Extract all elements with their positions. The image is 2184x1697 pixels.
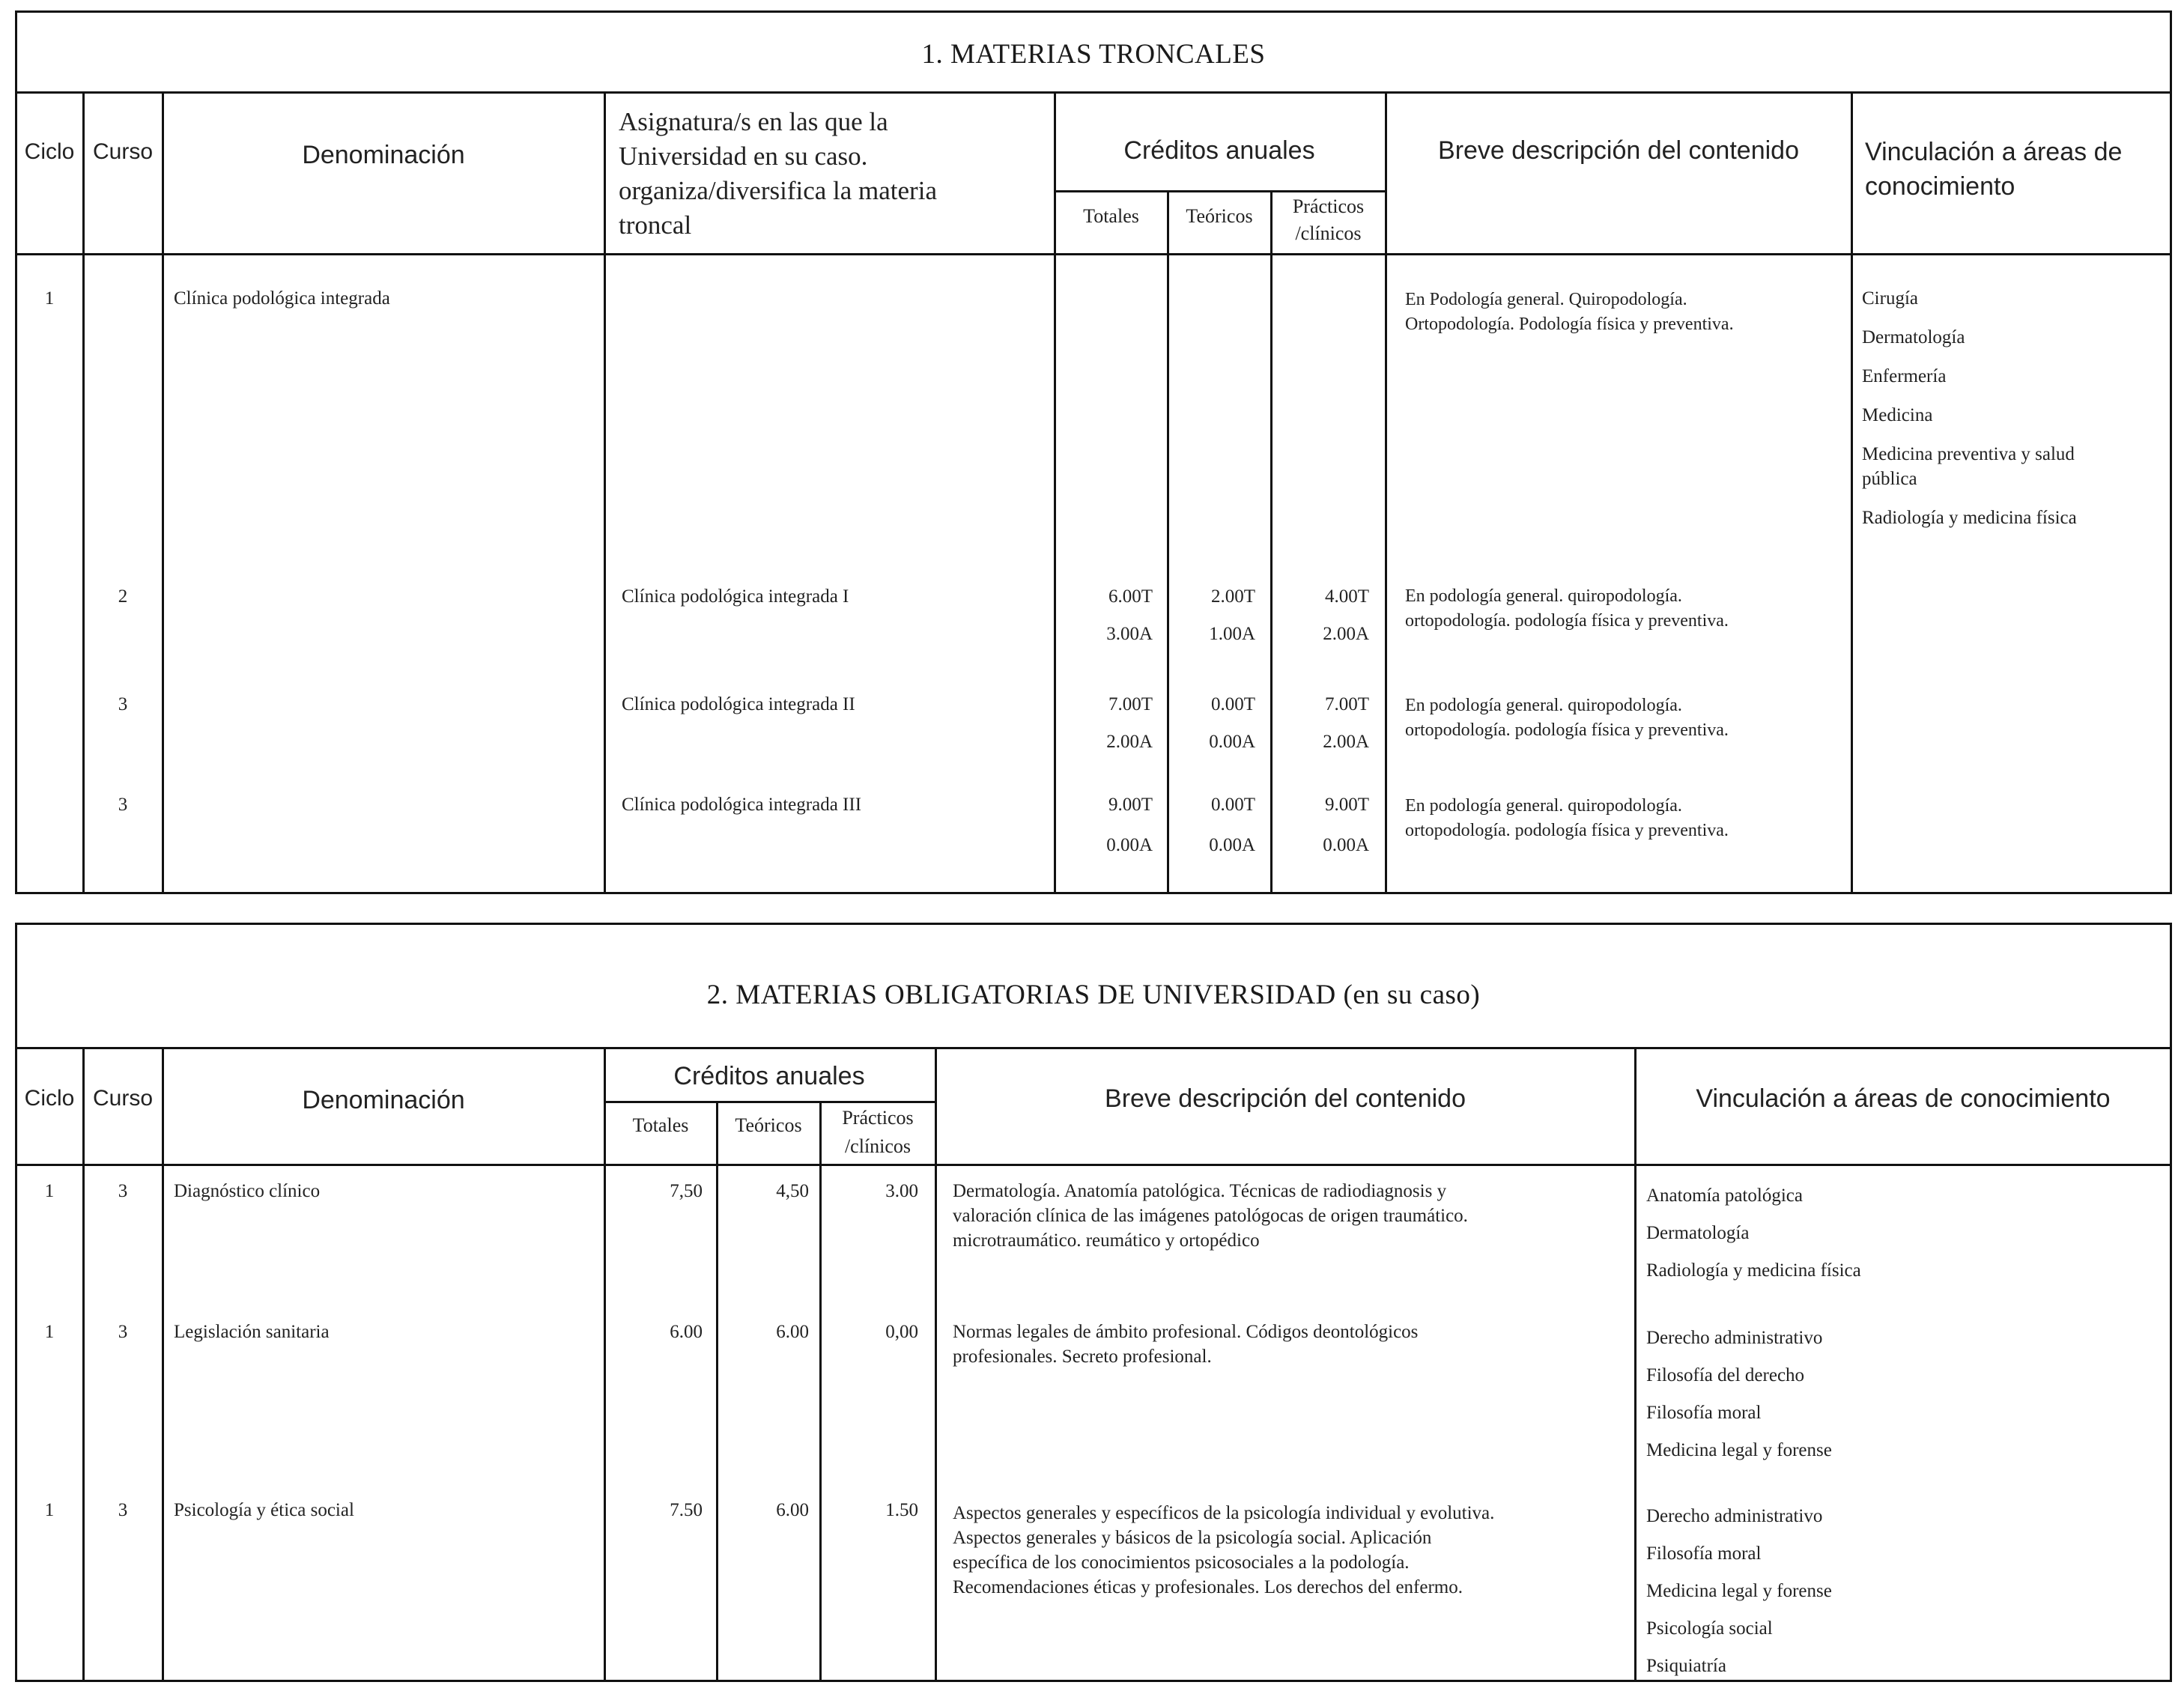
cell-teoricos: 2.00T [1210, 586, 1255, 607]
cell-asignatura: Clínica podológica integrada III [622, 795, 862, 815]
header-curso: Curso [92, 139, 154, 164]
list-item: Filosofía del derecho [1646, 1365, 1805, 1385]
cell-totales: 7.00T [1108, 694, 1153, 714]
cell-descripcion: En Podología general. Quiropodología. Ortopodología. Podología física y preventiva. [1405, 290, 1734, 334]
cell-totales: 7,50 [670, 1181, 703, 1201]
header-curso: Curso [92, 1086, 154, 1111]
cell-practicos: 2.00A [1323, 624, 1369, 644]
cell-teoricos: 0.00A [1209, 835, 1255, 855]
list-item: Dermatología [1646, 1223, 1750, 1243]
cell-ciclo: 1 [44, 1181, 55, 1201]
divider [15, 91, 2172, 94]
cell-totales: 3.00A [1106, 624, 1153, 644]
cell-totales: 7.50 [670, 1500, 703, 1520]
cell-descripcion: En podología general. quiropodología. ortopodología. podología física y preventiva. [1405, 586, 1729, 631]
header-asignatura: Asignatura/s en las que la Universidad en su caso. organiza/diversifica la materia troncal [619, 107, 937, 240]
cell-teoricos: 4,50 [776, 1181, 809, 1201]
cell-practicos: 2.00A [1323, 732, 1369, 752]
header-teoricos: Teóricos [1186, 205, 1253, 227]
list-item: Radiología y medicina física [1646, 1260, 1861, 1281]
cell-asignatura: Clínica podológica integrada I [622, 586, 849, 607]
areas-list [1646, 1320, 1832, 1469]
list-item: Dermatología [1862, 327, 1965, 347]
cell-curso: 3 [118, 1181, 128, 1201]
header-breve-descripcion: Breve descripción del contenido [1105, 1084, 1466, 1113]
divider [15, 1047, 2172, 1049]
list-item: Anatomía patológica [1646, 1186, 1803, 1206]
cell-practicos: 0.00A [1323, 835, 1369, 855]
header-creditos-anuales: Créditos anuales [673, 1062, 865, 1090]
cell-curso: 3 [118, 1322, 128, 1342]
cell-curso: 2 [118, 586, 128, 607]
cell-practicos: 1.50 [885, 1500, 918, 1520]
divider [82, 1047, 85, 1682]
cell-practicos: 9.00T [1324, 795, 1369, 815]
section-title: 2. MATERIAS OBLIGATORIAS DE UNIVERSIDAD (en su caso) [706, 980, 1481, 1010]
cell-descripcion: En podología general. quiropodología. ortopodología. podología física y preventiva. [1405, 696, 1729, 740]
divider [604, 1047, 606, 1682]
cell-practicos: 0,00 [885, 1322, 918, 1342]
divider [15, 253, 2172, 255]
header-practicos: Prácticos /clínicos [1292, 195, 1365, 244]
cell-ciclo: 1 [44, 1322, 55, 1342]
cell-totales: 2.00A [1106, 732, 1153, 752]
cell-teoricos: 6.00 [776, 1322, 809, 1342]
list-item: pública [1862, 469, 1917, 489]
cell-curso: 3 [118, 1500, 128, 1520]
cell-practicos: 4.00T [1324, 586, 1369, 607]
header-totales: Totales [632, 1114, 689, 1136]
list-item: Cirugía [1862, 288, 1918, 309]
header-vinculacion: Vinculación a áreas de conocimiento [1696, 1084, 2111, 1113]
list-item: Filosofía moral [1646, 1543, 1762, 1564]
header-ciclo: Ciclo [24, 1086, 75, 1111]
areas-list [1646, 1498, 1832, 1685]
divider [1054, 190, 1385, 192]
list-item: Derecho administrativo [1646, 1328, 1823, 1348]
cell-teoricos: 6.00 [776, 1500, 809, 1520]
header-vinculacion: Vinculación a áreas de conocimiento [1865, 138, 2123, 201]
list-item: Psiquiatría [1646, 1656, 1726, 1676]
cell-descripcion: En podología general. quiropodología. ortopodología. podología física y preventiva. [1405, 796, 1729, 840]
divider [162, 1047, 164, 1682]
header-practicos: Prácticos /clínicos [842, 1107, 914, 1157]
list-item: Radiología y medicina física [1862, 508, 2077, 528]
list-item: Medicina preventiva y salud [1862, 444, 2075, 464]
cell-denominacion: Diagnóstico clínico [174, 1181, 321, 1201]
cell-totales: 6.00T [1108, 586, 1153, 607]
cell-teoricos: 0.00A [1209, 732, 1255, 752]
cell-curso: 3 [118, 795, 128, 815]
cell-totales: 6.00 [670, 1322, 703, 1342]
cell-asignatura: Clínica podológica integrada II [622, 694, 855, 714]
cell-teoricos: 1.00A [1209, 624, 1255, 644]
cell-curso: 3 [118, 694, 128, 714]
list-item: Enfermería [1862, 366, 1947, 386]
cell-descripcion: Dermatología. Anatomía patológica. Técnicas de radiodiagnosis y valoración clínica de las imágenes patológocas de origen traumático. microtraumático. reumático y ortopédico [953, 1181, 1468, 1251]
divider [82, 91, 85, 894]
cell-practicos: 7.00T [1324, 694, 1369, 714]
list-item: Medicina legal y forense [1646, 1581, 1832, 1601]
list-item: Derecho administrativo [1646, 1506, 1823, 1526]
list-item: Filosofía moral [1646, 1403, 1762, 1423]
divider [604, 91, 606, 894]
list-item: Medicina legal y forense [1646, 1440, 1832, 1460]
section-title: 1. MATERIAS TRONCALES [921, 39, 1266, 70]
cell-denominacion: Legislación sanitaria [174, 1322, 330, 1342]
cell-ciclo: 1 [44, 288, 55, 309]
divider [1634, 1047, 1637, 1682]
cell-practicos: 3.00 [885, 1181, 918, 1201]
cell-denominacion: Psicología y ética social [174, 1500, 354, 1520]
divider [1270, 190, 1273, 894]
header-creditos-anuales: Créditos anuales [1123, 136, 1315, 165]
divider [15, 1164, 2172, 1166]
header-breve-descripcion: Breve descripción del contenido [1438, 136, 1799, 165]
cell-teoricos: 0.00T [1210, 694, 1255, 714]
cell-descripcion: Aspectos generales y específicos de la psicología individual y evolutiva. Aspectos generales y básicos de la psicología social. Aplicación específica de los conocimientos psicosociales a la podología. Recomendaciones éticas y profesionales. Los derechos del enfermo. [953, 1503, 1495, 1597]
cell-ciclo: 1 [44, 1500, 55, 1520]
divider [1167, 190, 1169, 894]
header-denominacion: Denominación [302, 141, 465, 169]
areas-list [1646, 1177, 1861, 1290]
cell-denominacion: Clínica podológica integrada [174, 288, 390, 309]
list-item: Medicina [1862, 405, 1933, 425]
cell-totales: 0.00A [1106, 835, 1153, 855]
cell-teoricos: 0.00T [1210, 795, 1255, 815]
cell-descripcion: Normas legales de ámbito profesional. Códigos deontológicos profesionales. Secreto profesional. [953, 1322, 1419, 1367]
header-ciclo: Ciclo [24, 139, 75, 164]
header-teoricos: Teóricos [735, 1114, 802, 1136]
cell-totales: 9.00T [1108, 795, 1153, 815]
header-denominacion: Denominación [302, 1086, 465, 1114]
divider [162, 91, 164, 894]
header-totales: Totales [1083, 205, 1139, 227]
divider [1851, 91, 1853, 894]
list-item: Psicología social [1646, 1618, 1773, 1639]
areas-list [1862, 286, 2077, 530]
divider [604, 1101, 935, 1103]
